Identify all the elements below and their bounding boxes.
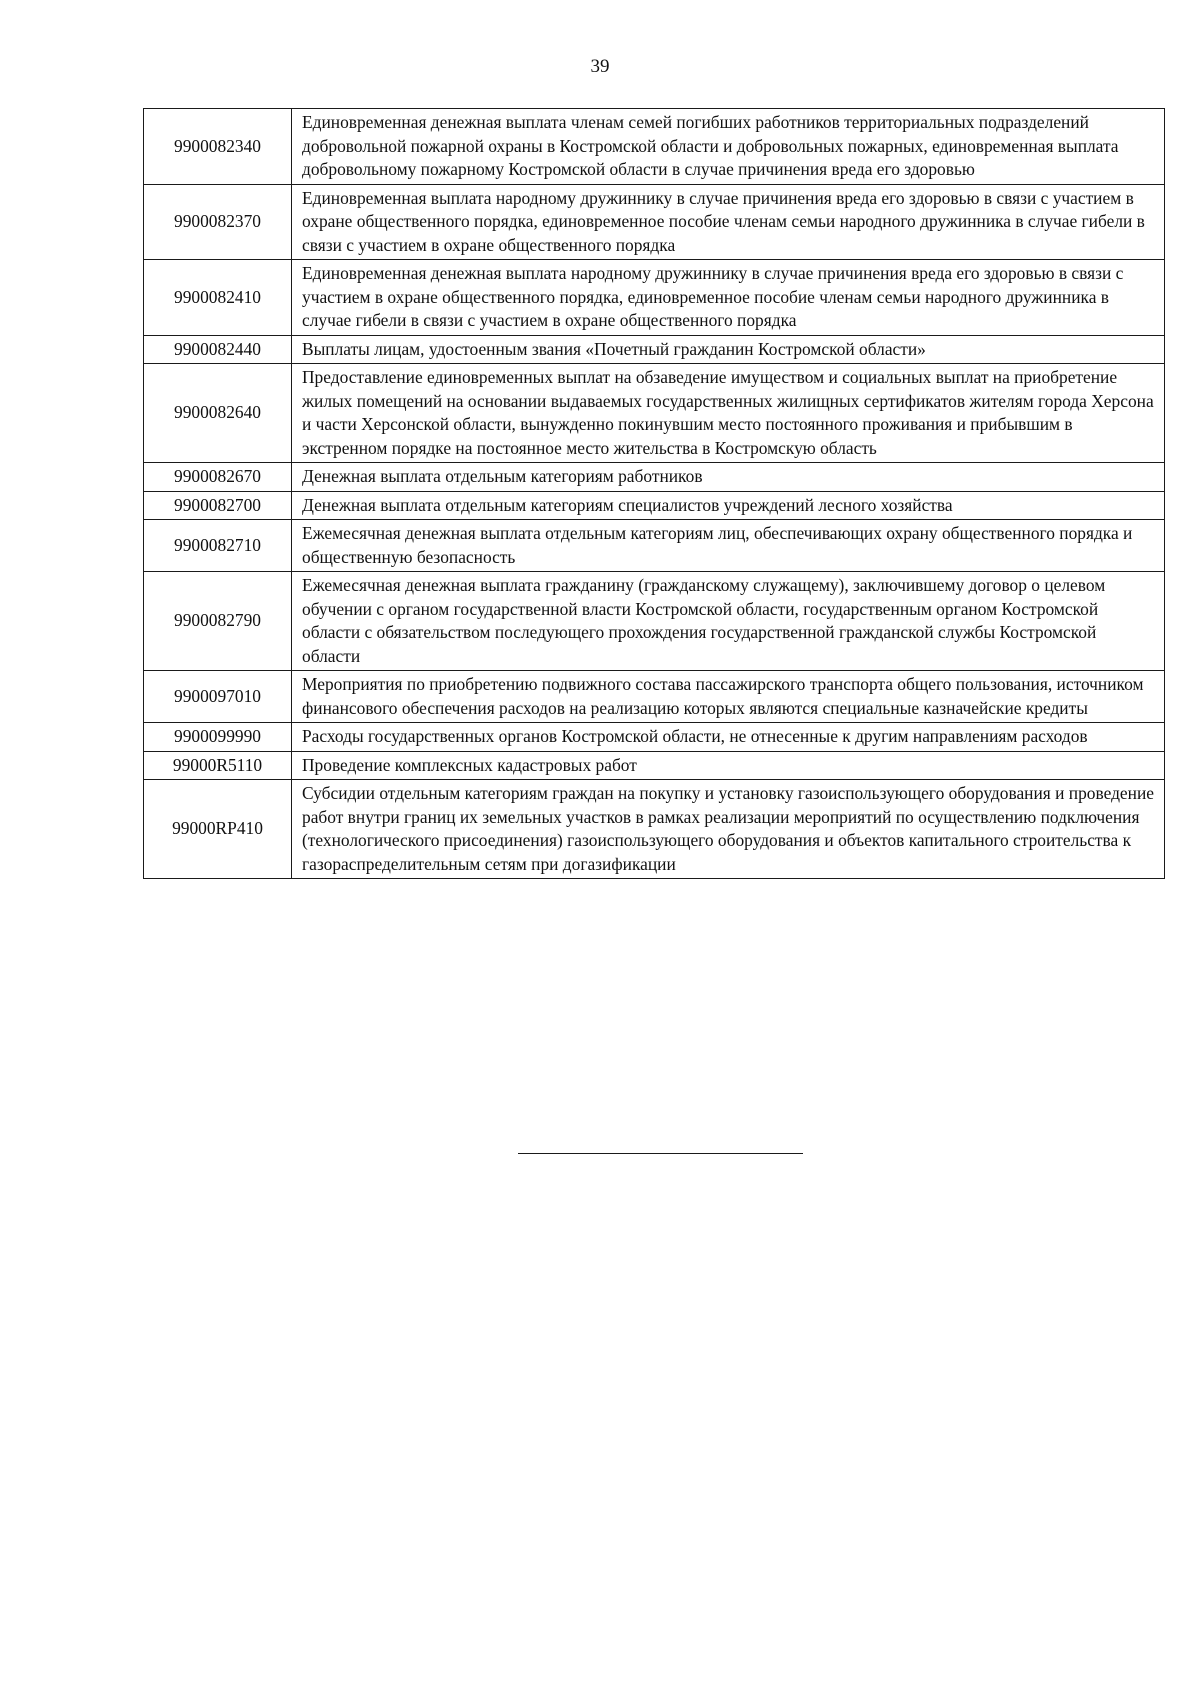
expenditure-code: 9900082710 <box>144 520 292 572</box>
expenditure-code: 9900082370 <box>144 184 292 260</box>
expenditure-description: Единовременная выплата народному дружиннику в случае причинения вреда его здоровью в связи с участием в охране общественного порядка, единовременное пособие членам семьи народного дружинника в случае гибели в связи с участием в охране общественного порядка <box>292 184 1165 260</box>
expenditure-code: 9900082440 <box>144 335 292 364</box>
table-body <box>144 109 1165 879</box>
expenditure-description: Проведение комплексных кадастровых работ <box>292 751 1165 780</box>
table-row <box>144 463 1165 492</box>
expenditure-code: 9900082340 <box>144 109 292 185</box>
table-row <box>144 572 1165 671</box>
table-row <box>144 260 1165 336</box>
expenditure-description: Субсидии отдельным категориям граждан на покупку и установку газоиспользующего оборудования и проведение работ внутри границ их земельных участков в рамках реализации мероприятий по осуществлению подключения (технологического присоединения) газоиспользующего оборудования и объектов капитального строительства к газораспределительным сетям при догазификации <box>292 780 1165 879</box>
expenditure-description: Ежемесячная денежная выплата отдельным категориям лиц, обеспечивающих охрану общественного порядка и общественную безопасность <box>292 520 1165 572</box>
table-row <box>144 364 1165 463</box>
expenditure-description: Единовременная денежная выплата членам семей погибших работников территориальных подразделений добровольной пожарной охраны в Костромской области и добровольных пожарных, единовременная выплата добровольному пожарному Костромской области в случае причинения вреда его здоровью <box>292 109 1165 185</box>
table-row <box>144 723 1165 752</box>
table-row <box>144 184 1165 260</box>
expenditure-description: Денежная выплата отдельным категориям специалистов учреждений лесного хозяйства <box>292 491 1165 520</box>
end-of-document-line <box>518 1153 803 1154</box>
expenditure-code: 9900097010 <box>144 671 292 723</box>
expenditure-code: 99000RP410 <box>144 780 292 879</box>
table-row <box>144 751 1165 780</box>
expenditure-description: Денежная выплата отдельным категориям работников <box>292 463 1165 492</box>
expenditure-code: 9900082670 <box>144 463 292 492</box>
table-row <box>144 520 1165 572</box>
expenditure-code: 9900082410 <box>144 260 292 336</box>
table-row <box>144 491 1165 520</box>
expenditure-codes-table <box>143 108 1165 879</box>
table-row <box>144 109 1165 185</box>
table-row <box>144 671 1165 723</box>
expenditure-description: Мероприятия по приобретению подвижного состава пассажирского транспорта общего пользования, источником финансового обеспечения расходов на реализацию которых являются специальные казначейские кредиты <box>292 671 1165 723</box>
expenditure-description: Расходы государственных органов Костромской области, не отнесенные к другим направлениям расходов <box>292 723 1165 752</box>
table-row <box>144 335 1165 364</box>
expenditure-description: Предоставление единовременных выплат на обзаведение имуществом и социальных выплат на приобретение жилых помещений на основании выдаваемых государственных жилищных сертификатов жителям города Херсона и части Херсонской области, вынужденно покинувшим место постоянного проживания и прибывшим в экстренном порядке на постоянное место жительства в Костромскую область <box>292 364 1165 463</box>
table-row <box>144 780 1165 879</box>
expenditure-description: Единовременная денежная выплата народному дружиннику в случае причинения вреда его здоровью в связи с участием в охране общественного порядка, единовременное пособие членам семьи народного дружинника в случае гибели в связи с участием в охране общественного порядка <box>292 260 1165 336</box>
expenditure-description: Ежемесячная денежная выплата гражданину (гражданскому служащему), заключившему договор о целевом обучении с органом государственной власти Костромской области, государственным органом Костромской области с обязательством последующего прохождения государственной гражданской службы Костромской области <box>292 572 1165 671</box>
page-number: 39 <box>590 56 610 77</box>
expenditure-code: 9900082700 <box>144 491 292 520</box>
expenditure-code: 9900099990 <box>144 723 292 752</box>
expenditure-code: 99000R5110 <box>144 751 292 780</box>
expenditure-description: Выплаты лицам, удостоенным звания «Почетный гражданин Костромской области» <box>292 335 1165 364</box>
expenditure-code: 9900082790 <box>144 572 292 671</box>
expenditure-code: 9900082640 <box>144 364 292 463</box>
